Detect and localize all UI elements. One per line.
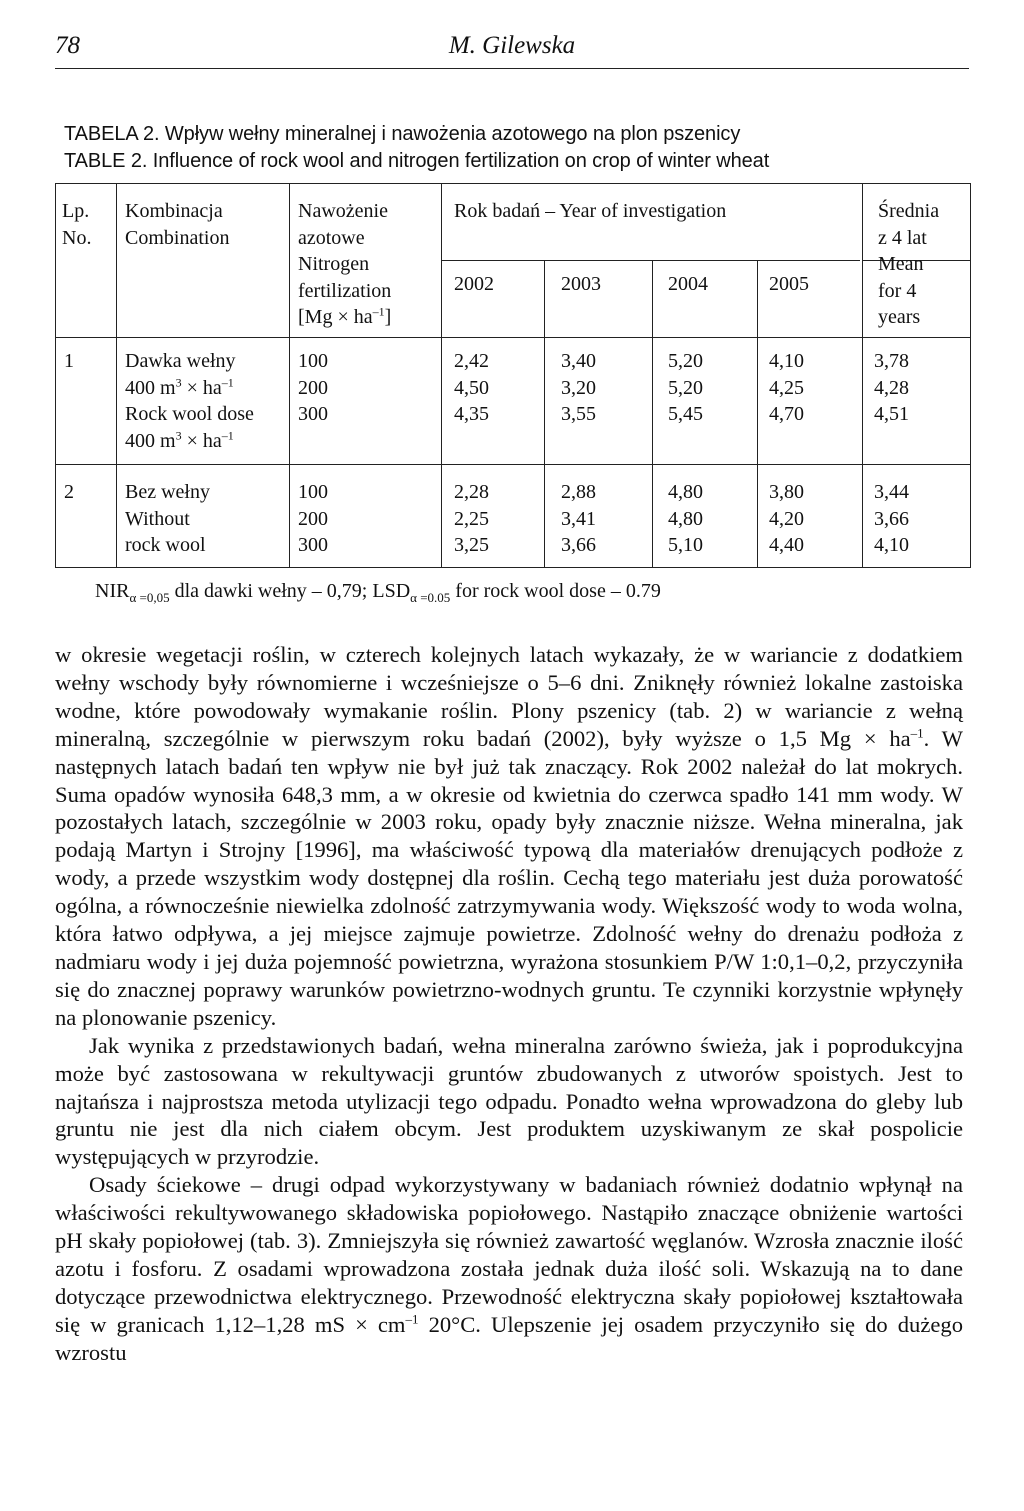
header-year-2002: 2002 — [454, 273, 494, 295]
caption-en: TABLE 2. Influence of rock wool and nitrogen fertilization on crop of winter wheat — [64, 150, 770, 172]
yield-2004: 4,80 4,80 5,10 — [668, 481, 703, 556]
caption-pl: TABELA 2. Wpływ wełny mineralnej i nawożenia azotowego na plon pszenicy — [64, 123, 741, 145]
paragraph: Jak wynika z przedstawionych badań, wełna mineralna zarówno świeża, jak i poprodukcyjna może być zastosowana w rekultywacji gruntów zbudowanych z utworów spoistych. Jest to najtańsza i najprostsza metoda utylizacji tego odpadu. Ponadto wełna wprowadzona do gleby lub gruntu nie jest dla nich ciałem obcym. Jest produktem uzyskiwanym ze skał pospolicie występujących w przyrodzie. — [55, 1032, 963, 1170]
paragraph: Osady ściekowe – drugi odpad wykorzystywany w badaniach również dodatnio wpłynął na właściwości rekultywowanego składowiska popiołowego. Nastąpiło znaczące obniżenie wartości pH skały popiołowej (tab. 3). Zmniejszyła się również zawartość węglanów. Wzrosła znacznie ilość azotu i fosforu. Z osadami wprowadzona została jednak duża ilość soli. Wskazują na to dane dotyczące przewodnictwa elektrycznego. Przewodność elektryczna skały popiołowej kształtowała się w granicach 1,12–1,28 mS × $cm^{-1}$ 20°C. Ulepszenie jej osadem przyczyniło się do dużego wzrostu — [55, 1172, 963, 1365]
table-caption — [64, 121, 769, 175]
yield-2004: 5,20 5,20 5,45 — [668, 350, 703, 425]
header-combination: Kombinacja Combination — [125, 200, 230, 249]
yield-2002: 2,28 2,25 3,25 — [454, 481, 489, 556]
header-year-2004: 2004 — [668, 273, 708, 295]
yield-mean: 3,44 3,66 4,10 — [874, 481, 909, 556]
body-text — [55, 641, 963, 1367]
paragraph: w okresie wegetacji roślin, w czterech kolejnych latach wykazały, że w wariancie z dodatkiem wełny wschody były równomierne i wcześniejsze o 5–6 dni. Zniknęły również lokalne zastoiska wodne, które powodowały wymakanie roślin. Plony pszenicy (tab. 2) w wariancie z wełną mineralną, szczególnie w pierwszym roku badań (2002), były wyższe o 1,5 $Mg \times ha^{-1}$. W następnych latach badań ten wpływ nie był już tak znaczący. Rok 2002 należał do lat mokrych. Suma opadów wynosiła 648,3 mm, a w okresie od kwietnia do czerwca spadło 141 mm wody. W pozostałych latach, szczególnie w 2003 roku, opady były znacznie niższe. Wełna mineralna, jak podają Martyn i Strojny [1996], ma właściwość typową dla materiałów drenujących podłoże z wody, a przede wszystkim wody dostępnej dla roślin. Cechą tego materiału jest duża porowatość ogólna, a równocześnie niewielka zdolność zatrzymywania wody. Większość wody to woda wolna, która łatwo odpływa, a jej miejsce zajmuje powietrze. Zdolność wełny do drenażu podłoża z nadmiaru wody i jej duża pojemność powietrzna, wyrażona stosunkiem P/W 1:0,1–0,2, przyczyniła się do znacznej poprawy warunków powietrzno-wodnych gruntu. Te czynniki korzystnie wpłynęły na plonowanie pszenicy. — [55, 642, 964, 1030]
table-rule — [652, 260, 653, 567]
dose-values: 100 200 300 — [298, 481, 328, 556]
combination-text: Dawka wełny 400 $m^3 \times ha^{-1}$ Rock wool dose 400 $m^3 \times ha^{-1}$ — [125, 350, 254, 452]
yield-2003: 3,40 3,20 3,55 — [561, 350, 596, 425]
row-number: 2 — [64, 481, 74, 503]
running-author: M. Gilewska — [448, 32, 576, 59]
lsd-footnote: $NIR_{\alpha =0,05}$ dla dawki wełny – 0,79; $LSD_{\alpha =0.05}$ for rock wool dose – 0.79 — [95, 580, 661, 605]
table-rule — [56, 464, 970, 465]
yield-2003: 2,88 3,41 3,66 — [561, 481, 596, 556]
header-lp: Lp. No. — [62, 200, 92, 249]
header-mean: Średnia z 4 lat Mean for 4 years — [878, 200, 940, 328]
page-number: 78 — [55, 32, 80, 59]
header-year-of-investigation: Rok badań – Year of investigation — [454, 200, 727, 222]
yield-2002: 2,42 4,50 4,35 — [454, 350, 489, 425]
header-nitrogen-unit: $[Mg \times ha^{-1}]$ — [298, 304, 392, 328]
table-rule — [441, 260, 860, 261]
table-rule — [289, 184, 290, 567]
yield-mean: 3,78 4,28 4,51 — [874, 350, 909, 425]
table-rule — [116, 184, 117, 567]
row-number: 1 — [64, 350, 74, 372]
table-rule — [56, 337, 970, 338]
table-rule — [757, 260, 758, 567]
table-rule — [441, 184, 442, 567]
data-table — [55, 183, 971, 568]
yield-2005: 4,10 4,25 4,70 — [769, 350, 804, 425]
yield-2005: 3,80 4,20 4,40 — [769, 481, 804, 556]
header-nitrogen: Nawożenie azotowe Nitrogen fertilization $[Mg \times ha^{-1}]$ — [298, 198, 391, 331]
running-header — [55, 28, 969, 69]
table-rule — [544, 260, 545, 567]
table-rule — [862, 184, 863, 567]
dose-values: 100 200 300 — [298, 350, 328, 425]
combination-text: Bez wełny Without rock wool — [125, 481, 210, 556]
header-year-2003: 2003 — [561, 273, 601, 295]
header-year-2005: 2005 — [769, 273, 809, 295]
